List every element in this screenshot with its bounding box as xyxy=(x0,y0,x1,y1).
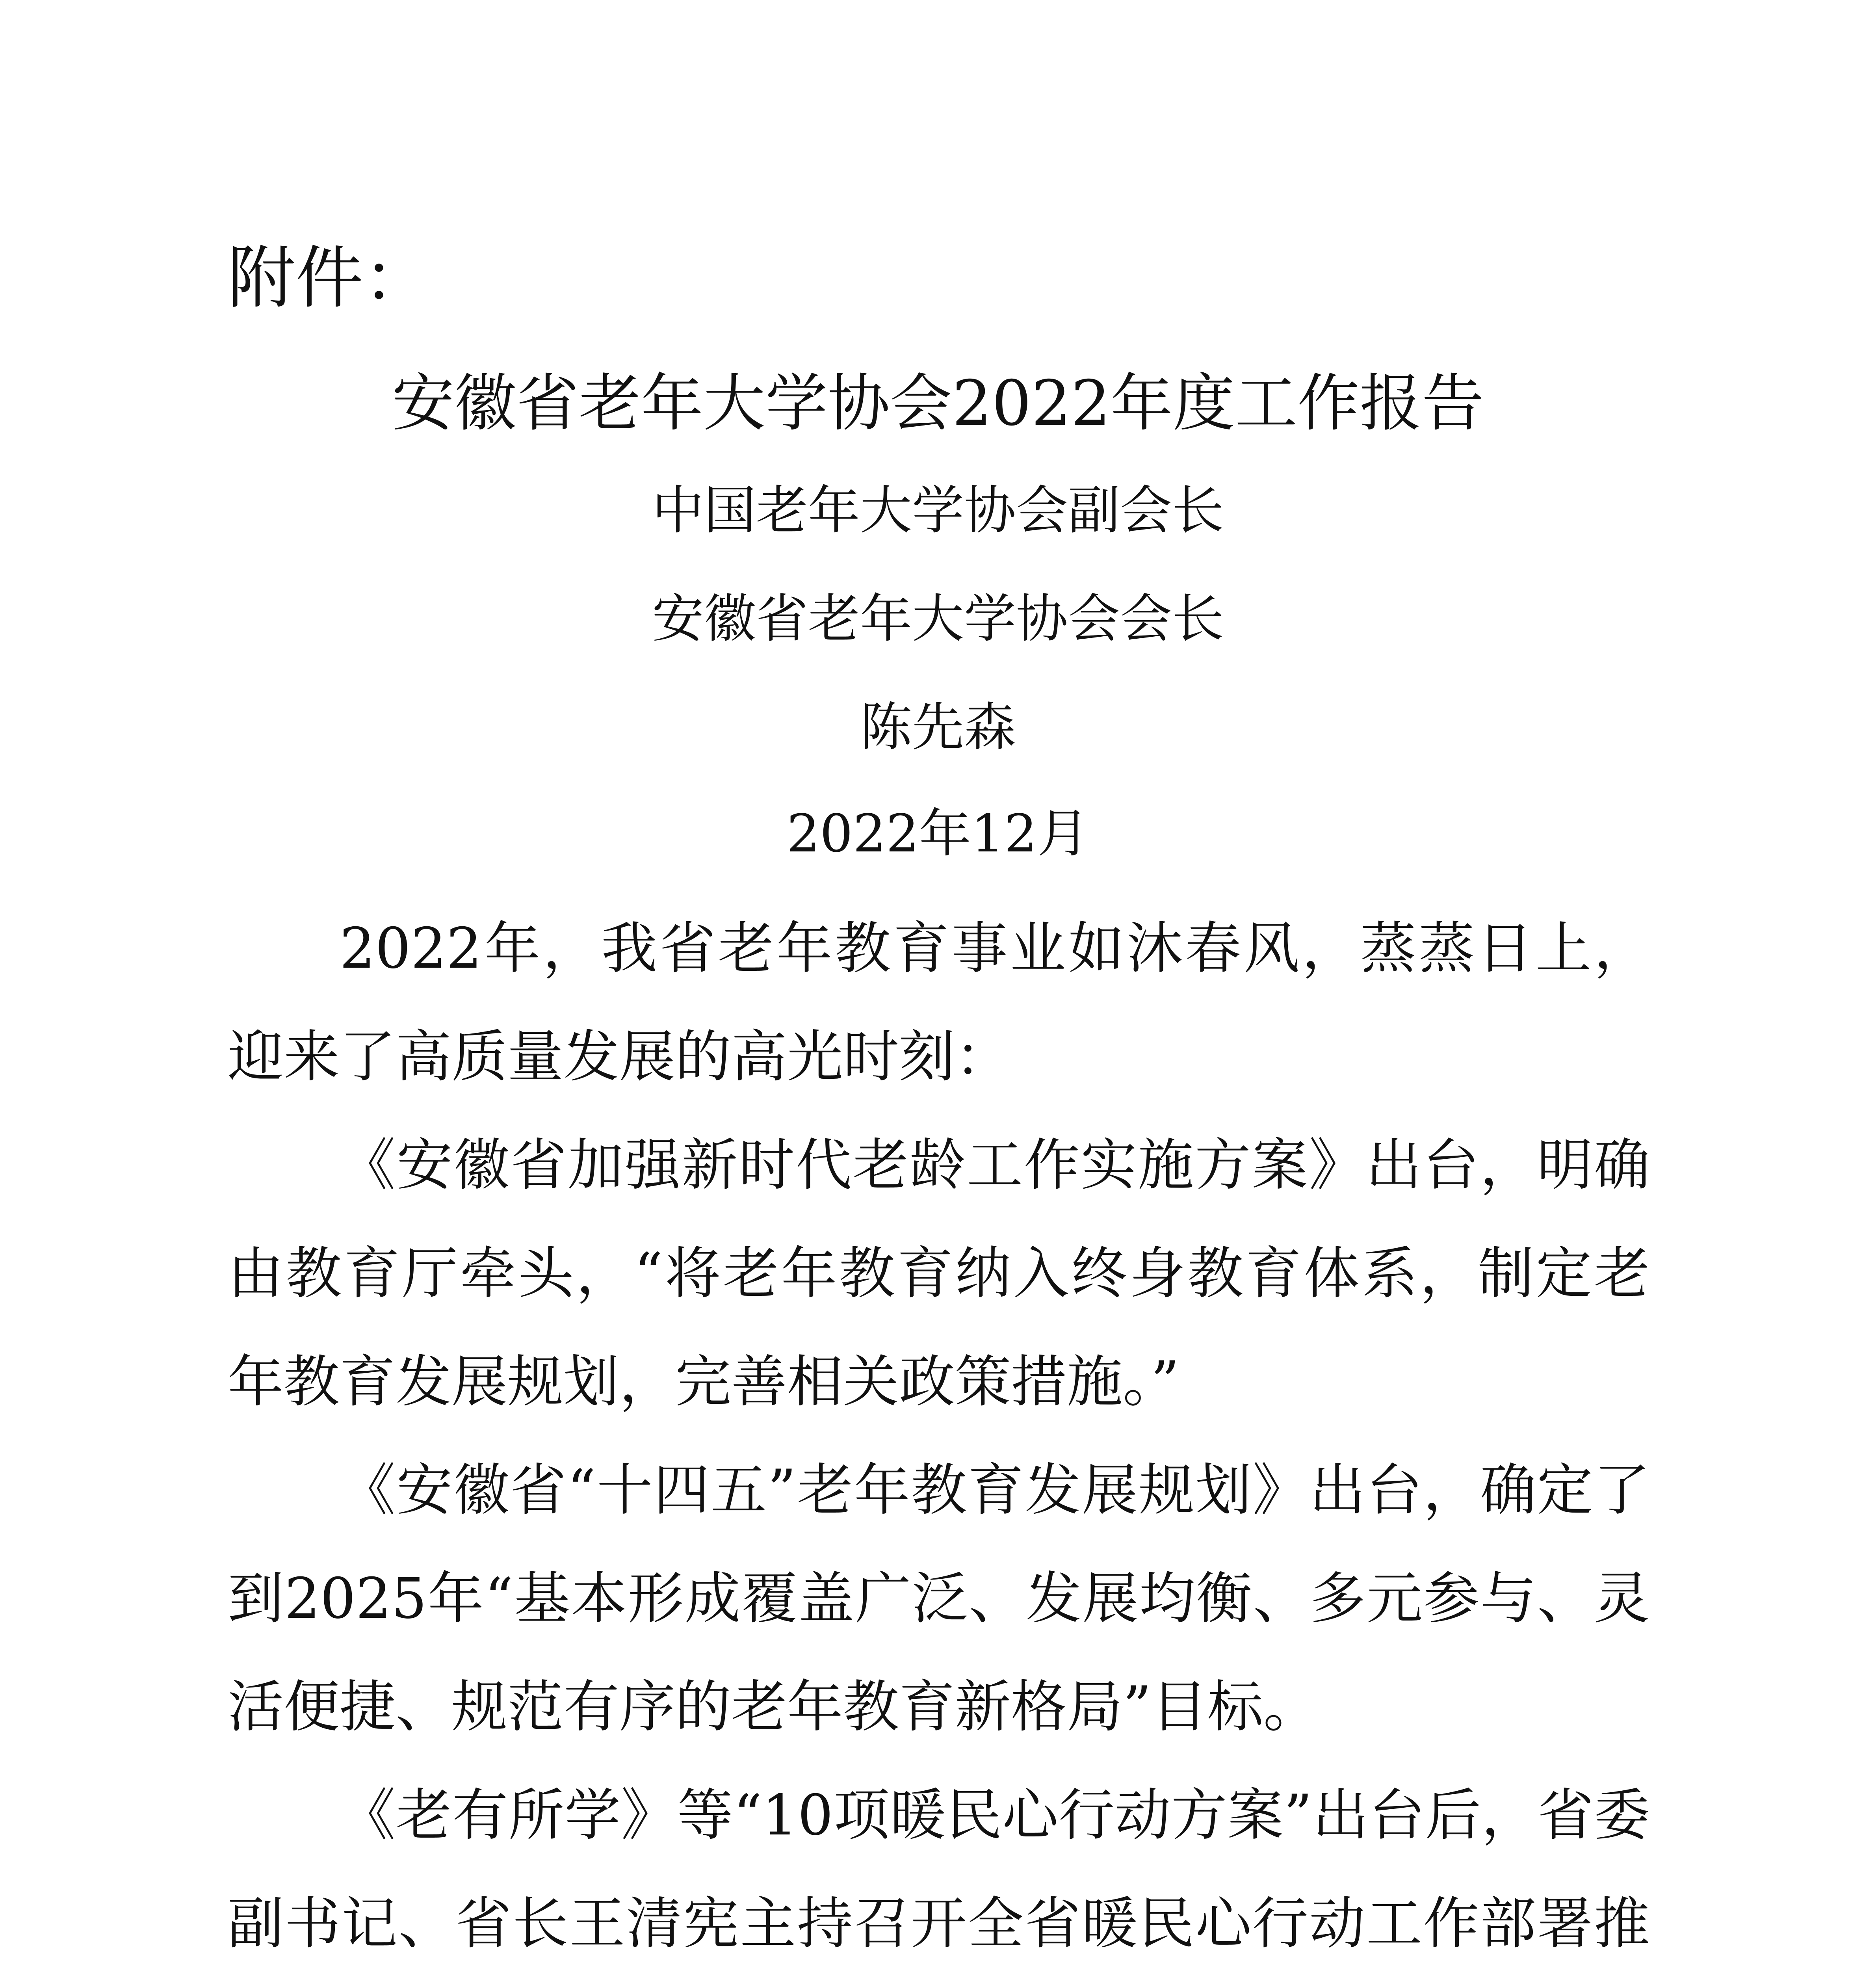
attachment-label: 附件： xyxy=(228,238,431,318)
paragraph: 《安徽省“十四五”老年教育发展规划》出台，确定了到2025年“基本形成覆盖广泛、发展均衡、多元参与、灵活便捷、规范有序的老年教育新格局”目标。 xyxy=(228,1458,1650,1740)
author-name: 陈先森 xyxy=(860,697,1016,758)
document-title: 安徽省老年大学协会2022年度工作报告 xyxy=(392,367,1484,440)
author-title-1: 中国老年大学协会副会长 xyxy=(652,480,1224,541)
paragraph: 《安徽省加强新时代老龄工作实施方案》出台，明确由教育厅牵头，“将老年教育纳入终身教育体系，制定老年教育发展规划，完善相关政策措施。” xyxy=(228,1133,1650,1414)
body-text xyxy=(228,894,1650,1970)
author-title-2: 安徽省老年大学协会会长 xyxy=(652,589,1224,649)
report-date: 2022年12月 xyxy=(787,803,1089,864)
paragraph: 《老有所学》等“10项暖民心行动方案”出台后，省委副书记、省长王清宪主持召开全省暖民心行动工作部署推 xyxy=(228,1783,1650,1956)
paragraph: 2022年，我省老年教育事业如沐春风，蒸蒸日上，迎来了高质量发展的高光时刻： xyxy=(228,916,1650,1089)
